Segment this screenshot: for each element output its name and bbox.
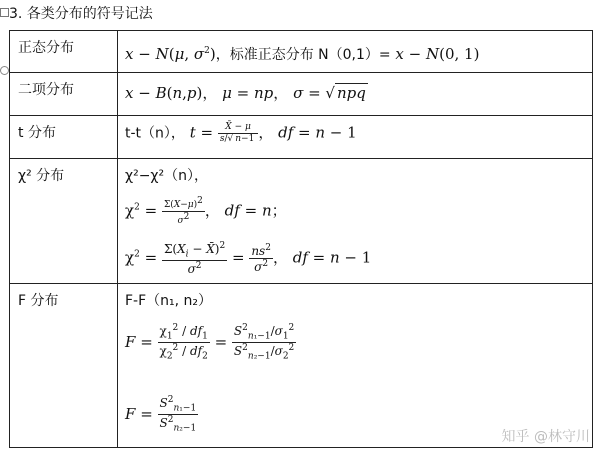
row-name: t 分布 bbox=[10, 116, 118, 159]
formula-line: t-t（n）， t = $\frac{X̄ - \mu}{s/√ n-1}$ ， df = n − 1 bbox=[125, 122, 357, 144]
formula-line: x − B(n,p)， μ = np， σ = √ npq bbox=[125, 84, 366, 102]
formula-text: t-t（n）， bbox=[125, 125, 185, 142]
formula-line: F-F（n₁, n₂） bbox=[125, 293, 213, 309]
page-title: 3. 各类分布的符号记法 bbox=[9, 6, 153, 22]
table-row-t bbox=[10, 116, 593, 159]
table-row-normal bbox=[10, 31, 593, 73]
table-row-chi2 bbox=[10, 159, 593, 284]
formula-line: $\chi^2$ = $\frac{\Sigma(X_i - X̄)^2}{\sigma^2}$ = $\frac{ns^2}{\sigma^2}$ ， df = n − 1 bbox=[125, 241, 372, 277]
formula-cell bbox=[118, 284, 593, 448]
row-name: F 分布 bbox=[10, 284, 118, 448]
formula-line: $\chi^2$ = $\frac{\Sigma(X-\mu)^2}{\sigma^2}$ ， df = n； bbox=[125, 196, 287, 226]
row-name: χ² 分布 bbox=[10, 159, 118, 284]
formula-cell bbox=[118, 116, 593, 159]
row-name: 正态分布 bbox=[10, 31, 118, 73]
table-row-binomial bbox=[10, 73, 593, 116]
table-row-f bbox=[10, 284, 593, 448]
margin-marker-icon bbox=[0, 66, 9, 75]
formula-cell bbox=[118, 159, 593, 284]
watermark: 知乎 @林守川 bbox=[501, 429, 590, 445]
collapse-toggle-icon[interactable] bbox=[0, 8, 9, 17]
formula-line: F = $\frac{\chi_1^2 / df_1}{\chi_2^2 / df_2}$ = $\frac{S^2_{n_1-1}/\sigma_1^2}{S^2_{n_2-1}/\sigma_2^2}$ bbox=[125, 323, 295, 362]
formula-cell bbox=[118, 31, 593, 73]
formula-line: F = $\frac{S^2_{n_1-1}}{S^2_{n_2-1}}$ bbox=[125, 394, 197, 434]
distribution-table bbox=[9, 30, 593, 448]
row-name: 二项分布 bbox=[10, 73, 118, 116]
formula-line: x − N(μ, $\sigma^2$)，标准正态分布 N（0,1）= x − N(0, 1) bbox=[125, 45, 480, 63]
formula-cell bbox=[118, 73, 593, 116]
formula-line: χ²−χ²（n）， bbox=[125, 168, 209, 184]
formula-text: ，标准正态分布 N（0,1）= bbox=[215, 47, 391, 63]
